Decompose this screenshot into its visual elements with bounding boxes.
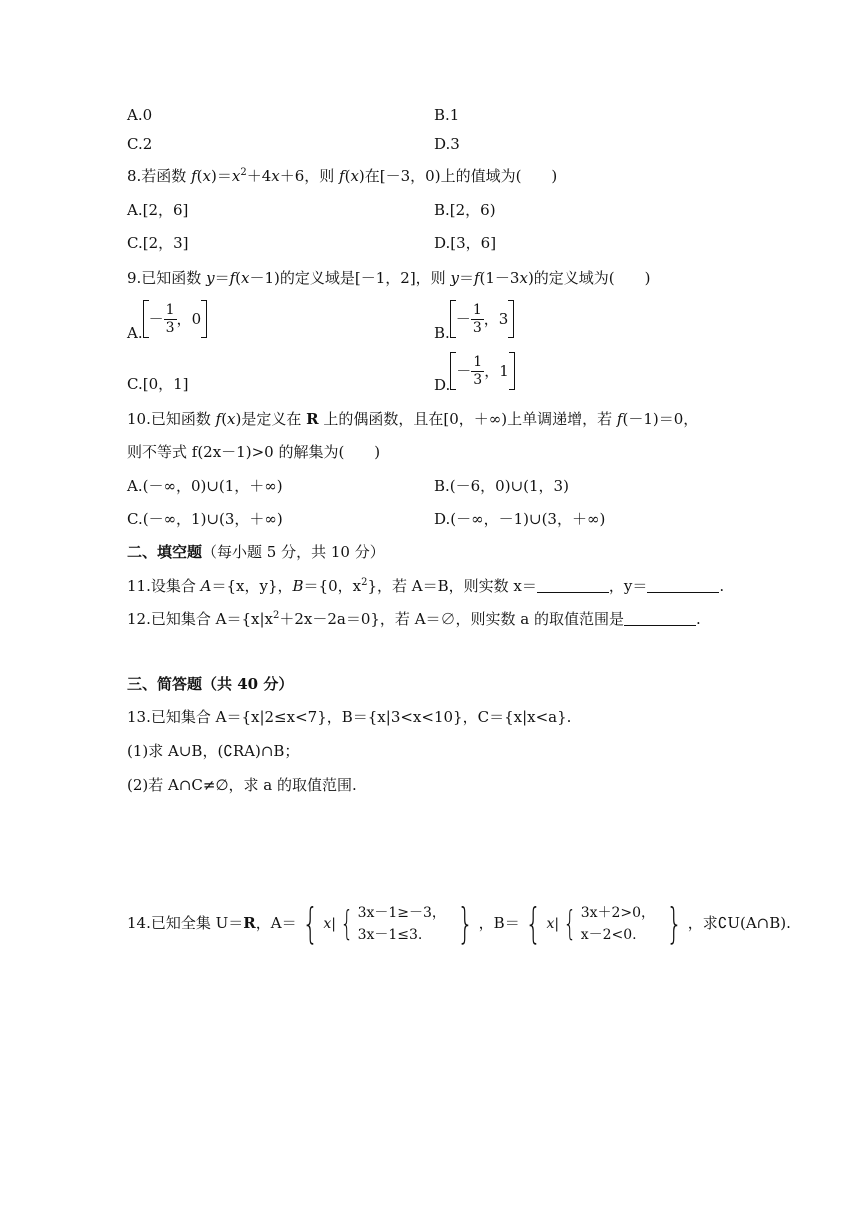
q7-option-a: A.0 [127,106,153,124]
section-fill-in-heading: 二、填空题（每小题 5 分，共 10 分） [127,543,385,561]
q7-option-d: D.3 [434,135,460,153]
q11-blank-x[interactable] [537,578,609,593]
q7-option-c: C.2 [127,135,153,153]
q14-set-a: { x| { 3x－1≥－3， 3x－1≤3. } [301,899,474,948]
q7-option-b: B.1 [434,106,460,124]
q8-option-d: D.[3，6] [434,234,497,252]
q13-part2: (2)若 A∩C≠∅，求 a 的取值范围. [127,776,357,794]
q8-option-c: C.[2，3] [127,234,189,252]
q11-stem: 11.设集合 A＝{x，y}，B＝{0，$x^2$}，若 A＝B，则实数 x＝ ，y＝ . [127,577,725,595]
q14-set-b: { x| { 3x＋2>0， x－2<0. } [525,899,683,948]
q11-blank-y[interactable] [647,578,719,593]
q9-option-a: A. － $\frac{1}{3}$ ， 0 [127,300,207,343]
q10-stem-line1: 10.已知函数 f(x)是定义在 R 上的偶函数，且在[0，＋∞)上单调递增，若 f(－1)＝0， [127,410,699,428]
q10-option-a: A.(－∞，0)∪(1，＋∞) [127,477,283,495]
q12-blank[interactable] [624,611,696,626]
q9-stem: 9.已知函数 y＝f(x－1)的定义域是[－1，2]，则 y＝f(1－3x)的定义域为( ) [127,269,651,287]
q9-option-c: C.[0，1] [127,375,189,393]
q9-option-b: B. － $\frac{1}{3}$ ， 3 [434,300,514,343]
q10-stem-line2: 则不等式 f(2x－1)>0 的解集为( ) [127,443,381,461]
q10-option-d: D.(－∞，－1)∪(3，＋∞) [434,510,606,528]
q13-stem: 13.已知集合 A＝{x|2≤x<7}，B＝{x|3<x<10}，C＝{x|x<a}. [127,708,572,726]
q14-stem: 14.已知全集 U＝R，A＝ { x| { 3x－1≥－3， 3x－1≤3. } ，B＝ { x| { 3x＋2>0， x－2<0. } ，求∁U(A∩B). [127,899,791,948]
q9-option-d: D. － $\frac{1}{3}$ ， 1 [434,352,515,395]
q8-option-a: A.[2，6] [127,201,189,219]
q12-stem: 12.已知集合 $A=\{x|x^2+2x-2a=0\}$，若 A＝∅，则实数 a 的取值范围是 . [127,610,701,628]
q8-stem: 8.若函数 $f(x)=x^2+4x+6$，则 f(x)在[－3，0)上的值域为( ) [127,167,558,185]
q10-option-b: B.(－6，0)∪(1，3) [434,477,569,495]
q8-option-b: B.[2，6) [434,201,496,219]
q13-part1: (1)求 A∪B，(∁RA)∩B； [127,742,300,760]
q10-option-c: C.(－∞，1)∪(3，＋∞) [127,510,283,528]
section-short-answer-heading: 三、简答题（共 40 分） [127,675,294,693]
